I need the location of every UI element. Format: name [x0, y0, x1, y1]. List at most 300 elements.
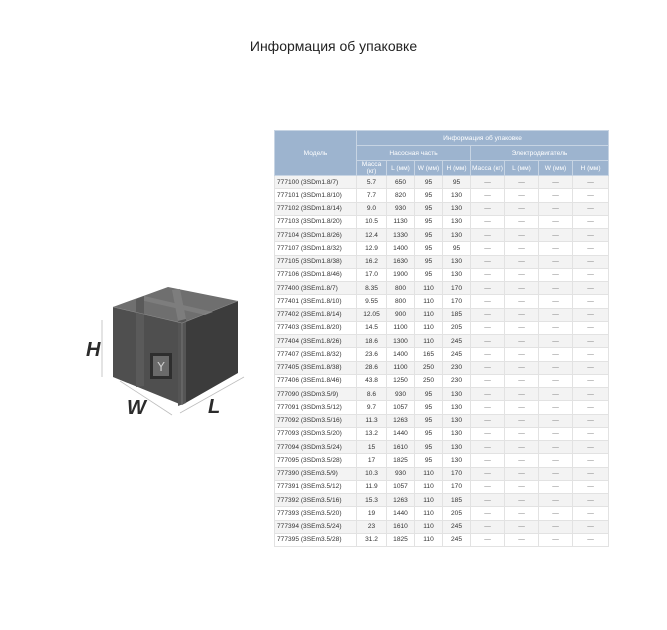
- cell-pump-w: 110: [415, 520, 443, 533]
- header-pump-part: Насосная часть: [357, 146, 471, 161]
- table-row: [275, 176, 609, 189]
- cell-motor-h: —: [573, 321, 609, 334]
- cell-motor-mass: —: [471, 388, 505, 401]
- cell-motor-h: —: [573, 401, 609, 414]
- cell-pump-h: 130: [443, 414, 471, 427]
- table-row: [275, 467, 609, 480]
- cell-model: 777394 (3SEm3.5/24): [275, 520, 357, 533]
- cell-pump-mass: 8.6: [357, 388, 387, 401]
- subheader-pump-h: H (мм): [443, 161, 471, 176]
- table-row: [275, 308, 609, 321]
- table-row: [275, 507, 609, 520]
- cell-motor-l: —: [505, 441, 539, 454]
- cell-pump-mass: 43.8: [357, 374, 387, 387]
- cell-pump-h: 130: [443, 255, 471, 268]
- cell-pump-mass: 10.3: [357, 467, 387, 480]
- cell-pump-w: 95: [415, 414, 443, 427]
- cell-pump-mass: 15: [357, 441, 387, 454]
- cell-model: 777092 (3SDm3.5/16): [275, 414, 357, 427]
- table-row: [275, 480, 609, 493]
- cell-model: 777405 (3SEm1.8/38): [275, 361, 357, 374]
- cell-pump-h: 170: [443, 295, 471, 308]
- cell-motor-mass: —: [471, 176, 505, 189]
- cell-pump-mass: 7.7: [357, 189, 387, 202]
- cell-pump-l: 1400: [387, 348, 415, 361]
- cell-pump-h: 130: [443, 202, 471, 215]
- table-row: [275, 348, 609, 361]
- cell-model: 777107 (3SDm1.8/32): [275, 242, 357, 255]
- cell-motor-mass: —: [471, 189, 505, 202]
- cell-pump-l: 1330: [387, 229, 415, 242]
- cell-motor-mass: —: [471, 255, 505, 268]
- cell-motor-w: —: [539, 401, 573, 414]
- table-body: [275, 176, 609, 547]
- cell-pump-h: 95: [443, 242, 471, 255]
- header-motor: Электродвигатель: [471, 146, 609, 161]
- cell-pump-mass: 14.5: [357, 321, 387, 334]
- cell-model: 777104 (3SDm1.8/26): [275, 229, 357, 242]
- cell-pump-w: 95: [415, 255, 443, 268]
- cell-motor-w: —: [539, 520, 573, 533]
- cell-motor-mass: —: [471, 282, 505, 295]
- cell-pump-mass: 8.35: [357, 282, 387, 295]
- cell-pump-w: 110: [415, 533, 443, 546]
- dimension-width-label: W: [127, 397, 146, 419]
- cell-pump-l: 800: [387, 282, 415, 295]
- cell-motor-mass: —: [471, 348, 505, 361]
- svg-text:Y: Y: [157, 360, 165, 374]
- cell-motor-w: —: [539, 255, 573, 268]
- subheader-pump-l: L (мм): [387, 161, 415, 176]
- cell-pump-l: 930: [387, 388, 415, 401]
- cell-motor-h: —: [573, 308, 609, 321]
- cell-pump-h: 130: [443, 441, 471, 454]
- cell-pump-mass: 17.0: [357, 268, 387, 281]
- table-row: [275, 189, 609, 202]
- cell-motor-l: —: [505, 321, 539, 334]
- cell-pump-l: 1610: [387, 520, 415, 533]
- cell-motor-mass: —: [471, 507, 505, 520]
- cell-pump-h: 245: [443, 533, 471, 546]
- cell-motor-w: —: [539, 494, 573, 507]
- cell-pump-w: 250: [415, 374, 443, 387]
- cell-pump-w: 110: [415, 494, 443, 507]
- cell-model: 777391 (3SEm3.5/12): [275, 480, 357, 493]
- cell-motor-mass: —: [471, 427, 505, 440]
- cell-pump-h: 230: [443, 361, 471, 374]
- cell-motor-mass: —: [471, 374, 505, 387]
- cell-motor-w: —: [539, 467, 573, 480]
- table-row: [275, 335, 609, 348]
- cell-motor-h: —: [573, 520, 609, 533]
- cell-motor-w: —: [539, 533, 573, 546]
- cell-model: 777406 (3SEm1.8/46): [275, 374, 357, 387]
- cell-pump-w: 110: [415, 480, 443, 493]
- cell-pump-w: 110: [415, 295, 443, 308]
- cell-pump-h: 205: [443, 321, 471, 334]
- cell-pump-l: 1440: [387, 427, 415, 440]
- cell-motor-l: —: [505, 454, 539, 467]
- dimension-length-label: L: [208, 396, 221, 418]
- package-diagram: [80, 265, 260, 435]
- cell-motor-h: —: [573, 282, 609, 295]
- cell-pump-l: 800: [387, 295, 415, 308]
- page-title: Информация об упаковке: [249, 38, 418, 54]
- cell-motor-l: —: [505, 268, 539, 281]
- cell-model: 777106 (3SDm1.8/46): [275, 268, 357, 281]
- cell-pump-h: 130: [443, 401, 471, 414]
- cell-pump-mass: 23: [357, 520, 387, 533]
- dimension-height-label: H: [86, 339, 101, 361]
- cell-pump-h: 170: [443, 480, 471, 493]
- cell-pump-w: 95: [415, 388, 443, 401]
- cell-pump-mass: 17: [357, 454, 387, 467]
- cell-motor-h: —: [573, 454, 609, 467]
- cell-pump-h: 245: [443, 520, 471, 533]
- cell-motor-mass: —: [471, 520, 505, 533]
- cell-motor-l: —: [505, 388, 539, 401]
- cell-motor-mass: —: [471, 242, 505, 255]
- table-row: [275, 255, 609, 268]
- cell-motor-l: —: [505, 494, 539, 507]
- cell-pump-mass: 9.0: [357, 202, 387, 215]
- cell-pump-mass: 16.2: [357, 255, 387, 268]
- package-box-illustration: [80, 265, 260, 435]
- cell-pump-mass: 13.2: [357, 427, 387, 440]
- cell-pump-w: 95: [415, 268, 443, 281]
- cell-motor-l: —: [505, 480, 539, 493]
- cell-motor-h: —: [573, 176, 609, 189]
- cell-motor-l: —: [505, 335, 539, 348]
- cell-motor-l: —: [505, 242, 539, 255]
- cell-motor-w: —: [539, 308, 573, 321]
- cell-model: 777094 (3SDm3.5/24): [275, 441, 357, 454]
- cell-pump-w: 95: [415, 242, 443, 255]
- cell-motor-mass: —: [471, 268, 505, 281]
- subheader-pump-mass: Масса (кг): [357, 161, 387, 176]
- cell-model: 777090 (3SDm3.5/9): [275, 388, 357, 401]
- cell-motor-w: —: [539, 454, 573, 467]
- table-row: [275, 282, 609, 295]
- cell-model: 777101 (3SDm1.8/10): [275, 189, 357, 202]
- cell-pump-l: 1250: [387, 374, 415, 387]
- cell-pump-h: 245: [443, 348, 471, 361]
- cell-motor-h: —: [573, 255, 609, 268]
- subheader-motor-l: L (мм): [505, 161, 539, 176]
- cell-motor-mass: —: [471, 308, 505, 321]
- cell-motor-l: —: [505, 189, 539, 202]
- table-row: [275, 388, 609, 401]
- cell-pump-mass: 28.6: [357, 361, 387, 374]
- cell-motor-w: —: [539, 348, 573, 361]
- cell-pump-h: 230: [443, 374, 471, 387]
- cell-motor-h: —: [573, 388, 609, 401]
- cell-motor-h: —: [573, 374, 609, 387]
- cell-motor-h: —: [573, 202, 609, 215]
- cell-motor-h: —: [573, 229, 609, 242]
- cell-pump-w: 95: [415, 202, 443, 215]
- cell-pump-mass: 23.6: [357, 348, 387, 361]
- cell-motor-l: —: [505, 176, 539, 189]
- table-row: [275, 533, 609, 546]
- cell-motor-mass: —: [471, 335, 505, 348]
- cell-motor-w: —: [539, 388, 573, 401]
- cell-motor-mass: —: [471, 321, 505, 334]
- cell-motor-w: —: [539, 414, 573, 427]
- cell-pump-w: 95: [415, 454, 443, 467]
- cell-pump-w: 95: [415, 401, 443, 414]
- cell-motor-h: —: [573, 268, 609, 281]
- cell-motor-l: —: [505, 215, 539, 228]
- header-packaging-info: Информация об упаковке: [357, 131, 609, 146]
- cell-pump-h: 130: [443, 215, 471, 228]
- cell-pump-w: 95: [415, 176, 443, 189]
- cell-model: 777105 (3SDm1.8/38): [275, 255, 357, 268]
- cell-motor-mass: —: [471, 467, 505, 480]
- cell-pump-l: 1263: [387, 414, 415, 427]
- cell-motor-w: —: [539, 229, 573, 242]
- cell-motor-w: —: [539, 202, 573, 215]
- cell-motor-mass: —: [471, 229, 505, 242]
- cell-motor-mass: —: [471, 401, 505, 414]
- cell-pump-h: 185: [443, 308, 471, 321]
- cell-motor-mass: —: [471, 215, 505, 228]
- cell-motor-l: —: [505, 401, 539, 414]
- cell-motor-mass: —: [471, 361, 505, 374]
- cell-pump-w: 95: [415, 215, 443, 228]
- table-row: [275, 295, 609, 308]
- cell-motor-l: —: [505, 361, 539, 374]
- cell-pump-l: 1057: [387, 401, 415, 414]
- cell-pump-w: 95: [415, 229, 443, 242]
- cell-pump-mass: 11.9: [357, 480, 387, 493]
- cell-motor-l: —: [505, 374, 539, 387]
- cell-pump-h: 245: [443, 335, 471, 348]
- table-row: [275, 427, 609, 440]
- cell-motor-w: —: [539, 507, 573, 520]
- cell-pump-mass: 9.7: [357, 401, 387, 414]
- cell-motor-h: —: [573, 335, 609, 348]
- cell-motor-w: —: [539, 189, 573, 202]
- cell-motor-mass: —: [471, 202, 505, 215]
- cell-pump-mass: 12.05: [357, 308, 387, 321]
- cell-model: 777392 (3SEm3.5/16): [275, 494, 357, 507]
- cell-motor-w: —: [539, 282, 573, 295]
- cell-pump-l: 1400: [387, 242, 415, 255]
- cell-pump-mass: 11.3: [357, 414, 387, 427]
- cell-motor-h: —: [573, 467, 609, 480]
- cell-motor-l: —: [505, 308, 539, 321]
- cell-pump-l: 1440: [387, 507, 415, 520]
- subheader-motor-h: H (мм): [573, 161, 609, 176]
- subheader-motor-mass: Масса (кг): [471, 161, 505, 176]
- packaging-table: [274, 130, 609, 547]
- cell-pump-l: 1610: [387, 441, 415, 454]
- cell-motor-w: —: [539, 480, 573, 493]
- cell-pump-h: 205: [443, 507, 471, 520]
- cell-pump-mass: 18.6: [357, 335, 387, 348]
- cell-pump-w: 95: [415, 427, 443, 440]
- cell-motor-h: —: [573, 507, 609, 520]
- table-row: [275, 268, 609, 281]
- cell-motor-h: —: [573, 427, 609, 440]
- cell-pump-h: 130: [443, 427, 471, 440]
- cell-pump-l: 1263: [387, 494, 415, 507]
- cell-pump-mass: 15.3: [357, 494, 387, 507]
- cell-motor-h: —: [573, 189, 609, 202]
- cell-pump-w: 110: [415, 321, 443, 334]
- cell-pump-l: 900: [387, 308, 415, 321]
- cell-pump-w: 110: [415, 308, 443, 321]
- cell-pump-mass: 19: [357, 507, 387, 520]
- cell-motor-l: —: [505, 348, 539, 361]
- cell-motor-l: —: [505, 507, 539, 520]
- table-row: [275, 229, 609, 242]
- cell-pump-mass: 12.9: [357, 242, 387, 255]
- cell-motor-w: —: [539, 215, 573, 228]
- cell-model: 777407 (3SEm1.8/32): [275, 348, 357, 361]
- cell-pump-l: 1057: [387, 480, 415, 493]
- cell-pump-mass: 31.2: [357, 533, 387, 546]
- cell-motor-l: —: [505, 467, 539, 480]
- cell-pump-h: 170: [443, 282, 471, 295]
- cell-pump-l: 1900: [387, 268, 415, 281]
- cell-motor-w: —: [539, 427, 573, 440]
- cell-pump-h: 130: [443, 229, 471, 242]
- cell-motor-mass: —: [471, 414, 505, 427]
- cell-motor-w: —: [539, 321, 573, 334]
- table-row: [275, 401, 609, 414]
- cell-motor-h: —: [573, 480, 609, 493]
- cell-model: 777095 (3SDm3.5/28): [275, 454, 357, 467]
- cell-model: 777091 (3SDm3.5/12): [275, 401, 357, 414]
- cell-motor-w: —: [539, 441, 573, 454]
- cell-motor-l: —: [505, 414, 539, 427]
- table-row: [275, 321, 609, 334]
- cell-pump-l: 930: [387, 467, 415, 480]
- cell-motor-l: —: [505, 229, 539, 242]
- cell-motor-l: —: [505, 202, 539, 215]
- cell-pump-h: 130: [443, 189, 471, 202]
- cell-model: 777103 (3SDm1.8/20): [275, 215, 357, 228]
- cell-model: 777400 (3SEm1.8/7): [275, 282, 357, 295]
- cell-model: 777401 (3SEm1.8/10): [275, 295, 357, 308]
- cell-motor-l: —: [505, 427, 539, 440]
- cell-pump-h: 95: [443, 176, 471, 189]
- cell-pump-l: 1100: [387, 361, 415, 374]
- cell-pump-h: 130: [443, 268, 471, 281]
- cell-motor-h: —: [573, 533, 609, 546]
- cell-pump-w: 110: [415, 335, 443, 348]
- cell-motor-h: —: [573, 295, 609, 308]
- cell-pump-w: 110: [415, 467, 443, 480]
- cell-motor-mass: —: [471, 494, 505, 507]
- cell-pump-mass: 10.5: [357, 215, 387, 228]
- cell-model: 777390 (3SEm3.5/9): [275, 467, 357, 480]
- cell-motor-mass: —: [471, 441, 505, 454]
- subheader-pump-w: W (мм): [415, 161, 443, 176]
- cell-motor-l: —: [505, 282, 539, 295]
- cell-pump-mass: 12.4: [357, 229, 387, 242]
- cell-motor-w: —: [539, 242, 573, 255]
- cell-pump-h: 130: [443, 388, 471, 401]
- cell-pump-l: 1630: [387, 255, 415, 268]
- table-row: [275, 441, 609, 454]
- cell-pump-l: 1300: [387, 335, 415, 348]
- cell-motor-mass: —: [471, 533, 505, 546]
- cell-motor-l: —: [505, 295, 539, 308]
- cell-motor-h: —: [573, 441, 609, 454]
- cell-pump-mass: 5.7: [357, 176, 387, 189]
- cell-motor-w: —: [539, 374, 573, 387]
- table-row: [275, 374, 609, 387]
- cell-motor-mass: —: [471, 295, 505, 308]
- subheader-motor-w: W (мм): [539, 161, 573, 176]
- cell-pump-w: 110: [415, 282, 443, 295]
- cell-model: 777395 (3SEm3.5/28): [275, 533, 357, 546]
- table-row: [275, 454, 609, 467]
- cell-pump-h: 130: [443, 454, 471, 467]
- cell-motor-h: —: [573, 215, 609, 228]
- cell-motor-h: —: [573, 414, 609, 427]
- table-row: [275, 202, 609, 215]
- cell-motor-mass: —: [471, 454, 505, 467]
- cell-pump-h: 170: [443, 467, 471, 480]
- cell-pump-w: 95: [415, 189, 443, 202]
- table-row: [275, 215, 609, 228]
- cell-pump-l: 1825: [387, 454, 415, 467]
- cell-pump-l: 1100: [387, 321, 415, 334]
- cell-motor-w: —: [539, 295, 573, 308]
- cell-pump-l: 1130: [387, 215, 415, 228]
- cell-motor-mass: —: [471, 480, 505, 493]
- cell-motor-w: —: [539, 268, 573, 281]
- header-model: Модель: [275, 131, 357, 176]
- cell-motor-h: —: [573, 494, 609, 507]
- cell-pump-w: 110: [415, 507, 443, 520]
- table-row: [275, 414, 609, 427]
- cell-pump-l: 930: [387, 202, 415, 215]
- cell-pump-h: 185: [443, 494, 471, 507]
- table-row: [275, 361, 609, 374]
- cell-model: 777093 (3SDm3.5/20): [275, 427, 357, 440]
- cell-motor-w: —: [539, 361, 573, 374]
- cell-pump-mass: 9.55: [357, 295, 387, 308]
- cell-pump-l: 820: [387, 189, 415, 202]
- cell-model: 777403 (3SEm1.8/20): [275, 321, 357, 334]
- cell-pump-w: 165: [415, 348, 443, 361]
- cell-model: 777393 (3SEm3.5/20): [275, 507, 357, 520]
- cell-motor-l: —: [505, 520, 539, 533]
- cell-motor-w: —: [539, 176, 573, 189]
- cell-motor-h: —: [573, 361, 609, 374]
- cell-model: 777404 (3SEm1.8/26): [275, 335, 357, 348]
- cell-model: 777100 (3SDm1.8/7): [275, 176, 357, 189]
- cell-pump-w: 250: [415, 361, 443, 374]
- cell-motor-h: —: [573, 348, 609, 361]
- cell-motor-l: —: [505, 533, 539, 546]
- table-row: [275, 242, 609, 255]
- cell-motor-w: —: [539, 335, 573, 348]
- cell-pump-l: 650: [387, 176, 415, 189]
- cell-model: 777402 (3SEm1.8/14): [275, 308, 357, 321]
- cell-motor-h: —: [573, 242, 609, 255]
- table-row: [275, 520, 609, 533]
- table-row: [275, 494, 609, 507]
- cell-model: 777102 (3SDm1.8/14): [275, 202, 357, 215]
- cell-motor-l: —: [505, 255, 539, 268]
- cell-pump-l: 1825: [387, 533, 415, 546]
